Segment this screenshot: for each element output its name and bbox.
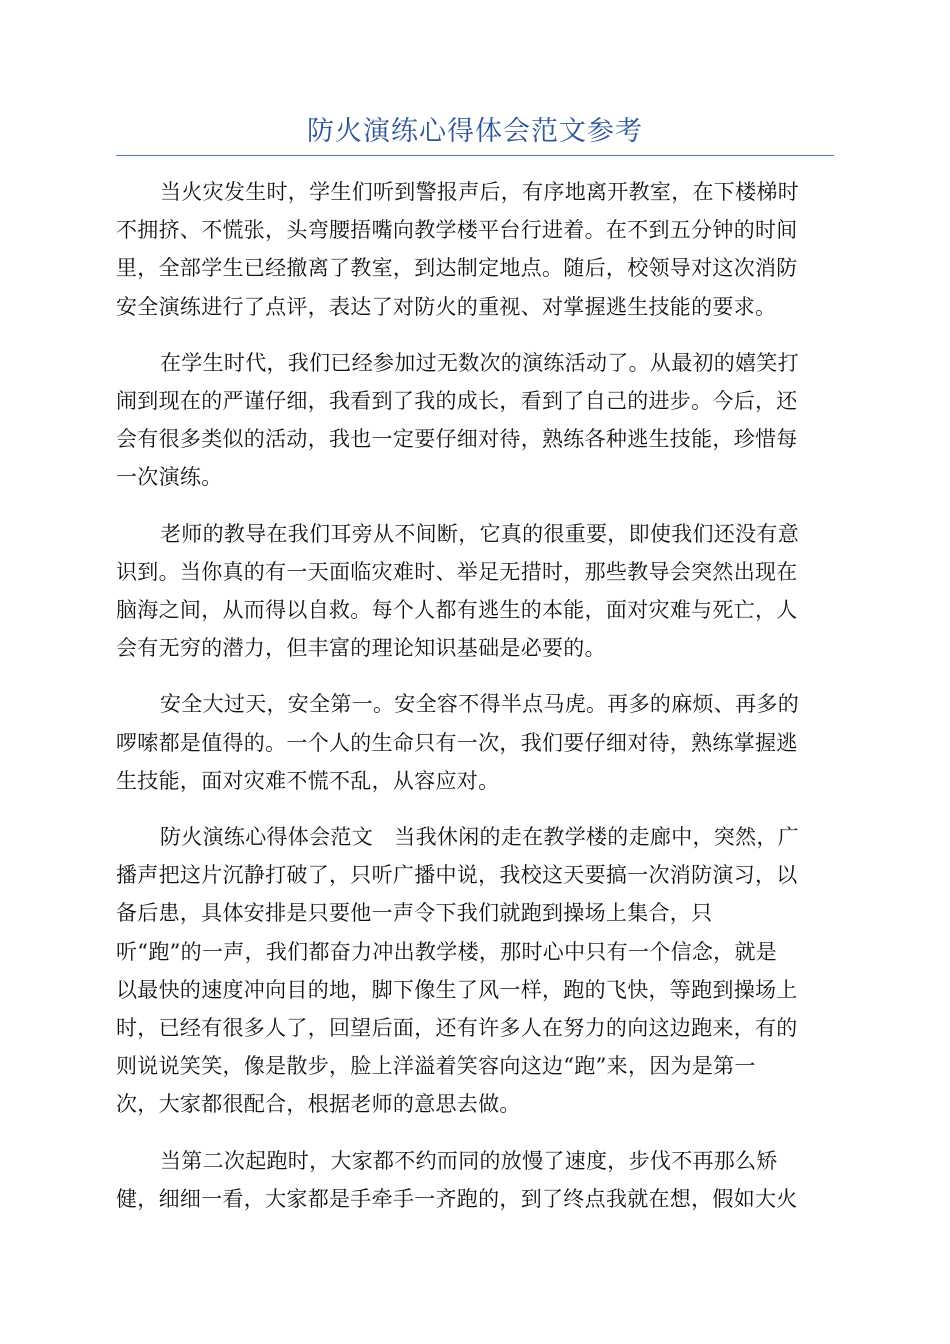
text-line: 识到。当你真的有一天面临灾难时、举足无措时，那些教导会突然出现在 [116,559,798,584]
text-line: 时，已经有很多人了，回望后面，还有许多人在努力的向这边跑来，有的 [116,1016,798,1041]
text-line: 安全演练进行了点评，表达了对防火的重视、对掌握逃生技能的要求。 [116,294,777,319]
paragraph-2 [116,344,836,497]
text-line: 备后患，具体安排是只要他一声令下我们就跑到操场上集合，只 [116,901,713,926]
text-line: 不拥挤、不慌张，头弯腰捂嘴向教学楼平台行进着。在不到五分钟的时间 [116,218,798,243]
paragraph-4 [116,685,836,800]
text-line: 当火灾发生时，学生们听到警报声后，有序地离开教室，在下楼梯时 [160,180,799,204]
text-line: 里，全部学生已经撤离了教室，到达制定地点。随后，校领导对这次消防 [116,256,798,281]
text-line: 老师的教导在我们耳旁从不间断，它真的很重要，即使我们还没有意 [160,521,799,546]
document-title: 防火演练心得体会范文参考 [307,116,643,147]
text-line: 生技能，面对灾难不慌不乱，从容应对。 [116,768,500,793]
paragraph-6 [116,1142,836,1218]
text-line: 闹到现在的严谨仔细，我看到了我的成长，看到了自己的进步。今后，还 [116,389,798,414]
document-body [116,173,836,1236]
text-line: 以最快的速度冲向目的地，脚下像生了风一样，跑的飞快，等跑到操场上 [116,977,798,1002]
text-line: 在学生时代，我们已经参加过无数次的演练活动了。从最初的嬉笑打 [160,350,799,375]
text-line: 则说说笑笑，像是散步，脸上洋溢着笑容向这边“跑”来，因为是第一 [116,1054,756,1079]
text-line: 次，大家都很配合，根据老师的意思去做。 [116,1092,521,1117]
paragraph-5 [116,818,836,1124]
paragraph-1 [116,173,836,326]
text-line: 播声把这片沉静打破了，只听广播中说，我校这天要搞一次消防演习，以 [116,863,798,888]
text-line: 会有很多类似的活动，我也一定要仔细对待，熟练各种逃生技能，珍惜每 [116,427,798,452]
text-line: 啰嗦都是值得的。一个人的生命只有一次，我们要仔细对待，熟练掌握逃 [116,730,798,755]
text-line: 听“跑”的一声，我们都奋力冲出教学楼，那时心中只有一个信念，就是 [116,939,778,964]
text-line: 健，细细一看，大家都是手牵手一齐跑的，到了终点我就在想，假如大火 [116,1186,798,1211]
paragraph-3 [116,515,836,668]
text-line: 一次演练。 [116,465,223,490]
text-line: 安全大过天，安全第一。安全容不得半点马虎。再多的麻烦、再多的 [160,692,799,717]
text-line: 防火演练心得体会范文 当我休闲的走在教学楼的走廊中，突然，广 [160,825,799,850]
title-underline [116,155,834,156]
text-line: 当第二次起跑时，大家都不约而同的放慢了速度，步伐不再那么矫 [160,1148,778,1173]
text-line: 脑海之间，从而得以自救。每个人都有逃生的本能，面对灾难与死亡，人 [116,598,798,623]
text-line: 会有无穷的潜力，但丰富的理论知识基础是必要的。 [116,636,606,661]
